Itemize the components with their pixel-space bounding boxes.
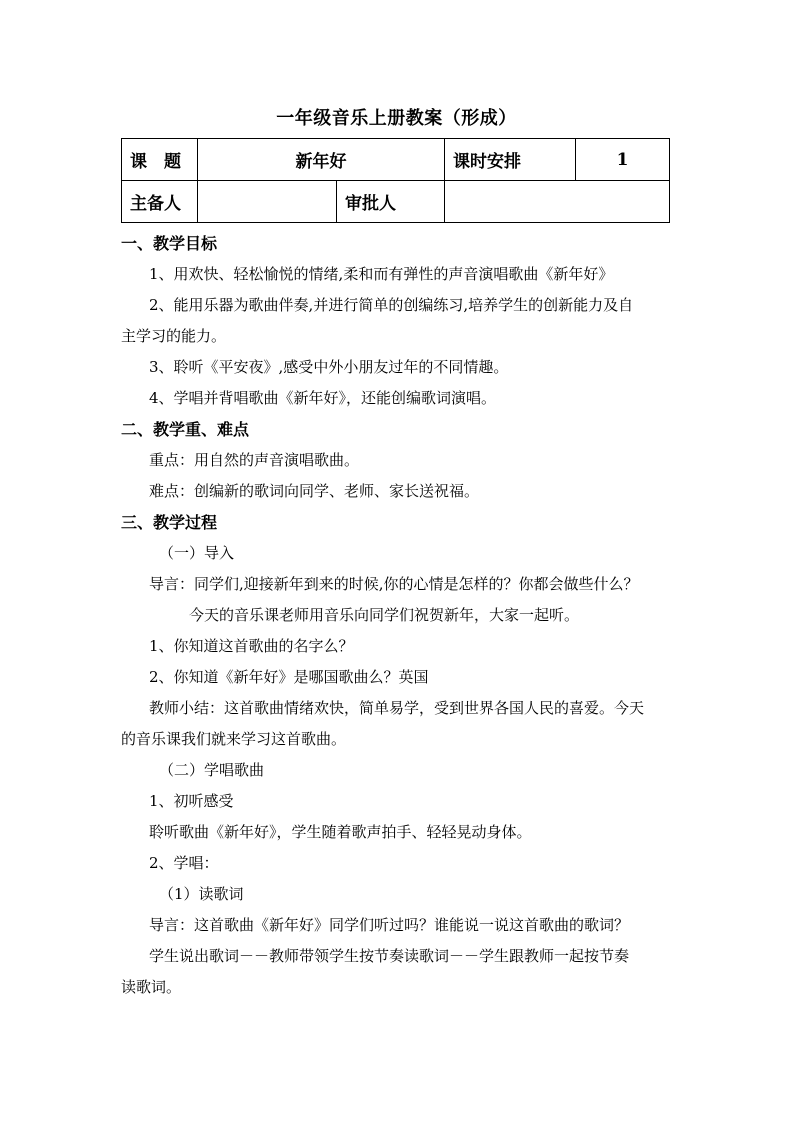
subsection-heading: （1）读歌词	[159, 885, 244, 903]
paragraph-line: 今天的音乐课老师用音乐向同学们祝贺新年，大家一起听。	[189, 606, 580, 624]
section-heading-key-points: 二、教学重、难点	[121, 420, 250, 439]
section-heading-process: 三、教学过程	[121, 513, 218, 532]
paragraph-line: 导言：这首歌曲《新年好》同学们听过吗？谁能说一说这首歌曲的歌词？	[149, 916, 630, 934]
approver-value	[445, 181, 670, 223]
paragraph-line: 读歌词。	[121, 978, 182, 996]
table-row	[122, 139, 670, 181]
paragraph-line: 的音乐课我们就来学习这首歌曲。	[121, 730, 347, 748]
list-item: 主学习的能力。	[121, 327, 227, 345]
list-item: 难点：创编新的歌词向同学、老师、家长送祝福。	[149, 482, 480, 500]
list-item: 1、初听感受	[149, 792, 234, 810]
document-title: 一年级音乐上册教案（形成）	[276, 108, 517, 129]
subject-label: 课 题	[122, 139, 198, 181]
paragraph-line: 学生说出歌词－－教师带领学生按节奏读歌词－－学生跟教师一起按节奏	[149, 947, 630, 965]
section-heading-objectives: 一、教学目标	[121, 234, 218, 253]
table-row	[122, 181, 670, 223]
approver-label: 审批人	[337, 181, 445, 223]
list-item: 1、你知道这首歌曲的名字么？	[149, 637, 354, 655]
paragraph-line: 导言：同学们,迎接新年到来的时候,你的心情是怎样的？你都会做些什么？	[149, 575, 639, 593]
subsection-heading: （一）导入	[159, 544, 235, 562]
paragraph-line: 聆听歌曲《新年好》，学生随着歌声拍手、轻轻晃动身体。	[149, 823, 532, 841]
subject-value: 新年好	[198, 139, 445, 181]
preparer-label: 主备人	[122, 181, 198, 223]
hours-label: 课时安排	[445, 139, 576, 181]
list-item: 3、聆听《平安夜》,感受中外小朋友过年的不同情趣。	[149, 358, 509, 376]
list-item: 2、能用乐器为歌曲伴奏,并进行简单的创编练习,培养学生的创新能力及自	[149, 296, 634, 314]
lesson-body	[121, 228, 676, 1003]
preparer-value	[198, 181, 337, 223]
list-item: 2、学唱：	[149, 854, 219, 872]
list-item: 重点：用自然的声音演唱歌曲。	[149, 451, 360, 469]
list-item: 1、用欢快、轻松愉悦的情绪,柔和而有弹性的声音演唱歌曲《新年好》	[149, 265, 614, 283]
paragraph-line: 教师小结：这首歌曲情绪欢快，简单易学，受到世界各国人民的喜爱。今天	[149, 699, 645, 717]
hours-value: 1	[576, 139, 670, 181]
list-item: 4、学唱并背唱歌曲《新年好》，还能创编歌词演唱。	[149, 389, 497, 407]
subsection-heading: （二）学唱歌曲	[159, 761, 265, 779]
lesson-info-table	[121, 138, 670, 223]
list-item: 2、你知道《新年好》是哪国歌曲么？英国	[149, 668, 429, 686]
